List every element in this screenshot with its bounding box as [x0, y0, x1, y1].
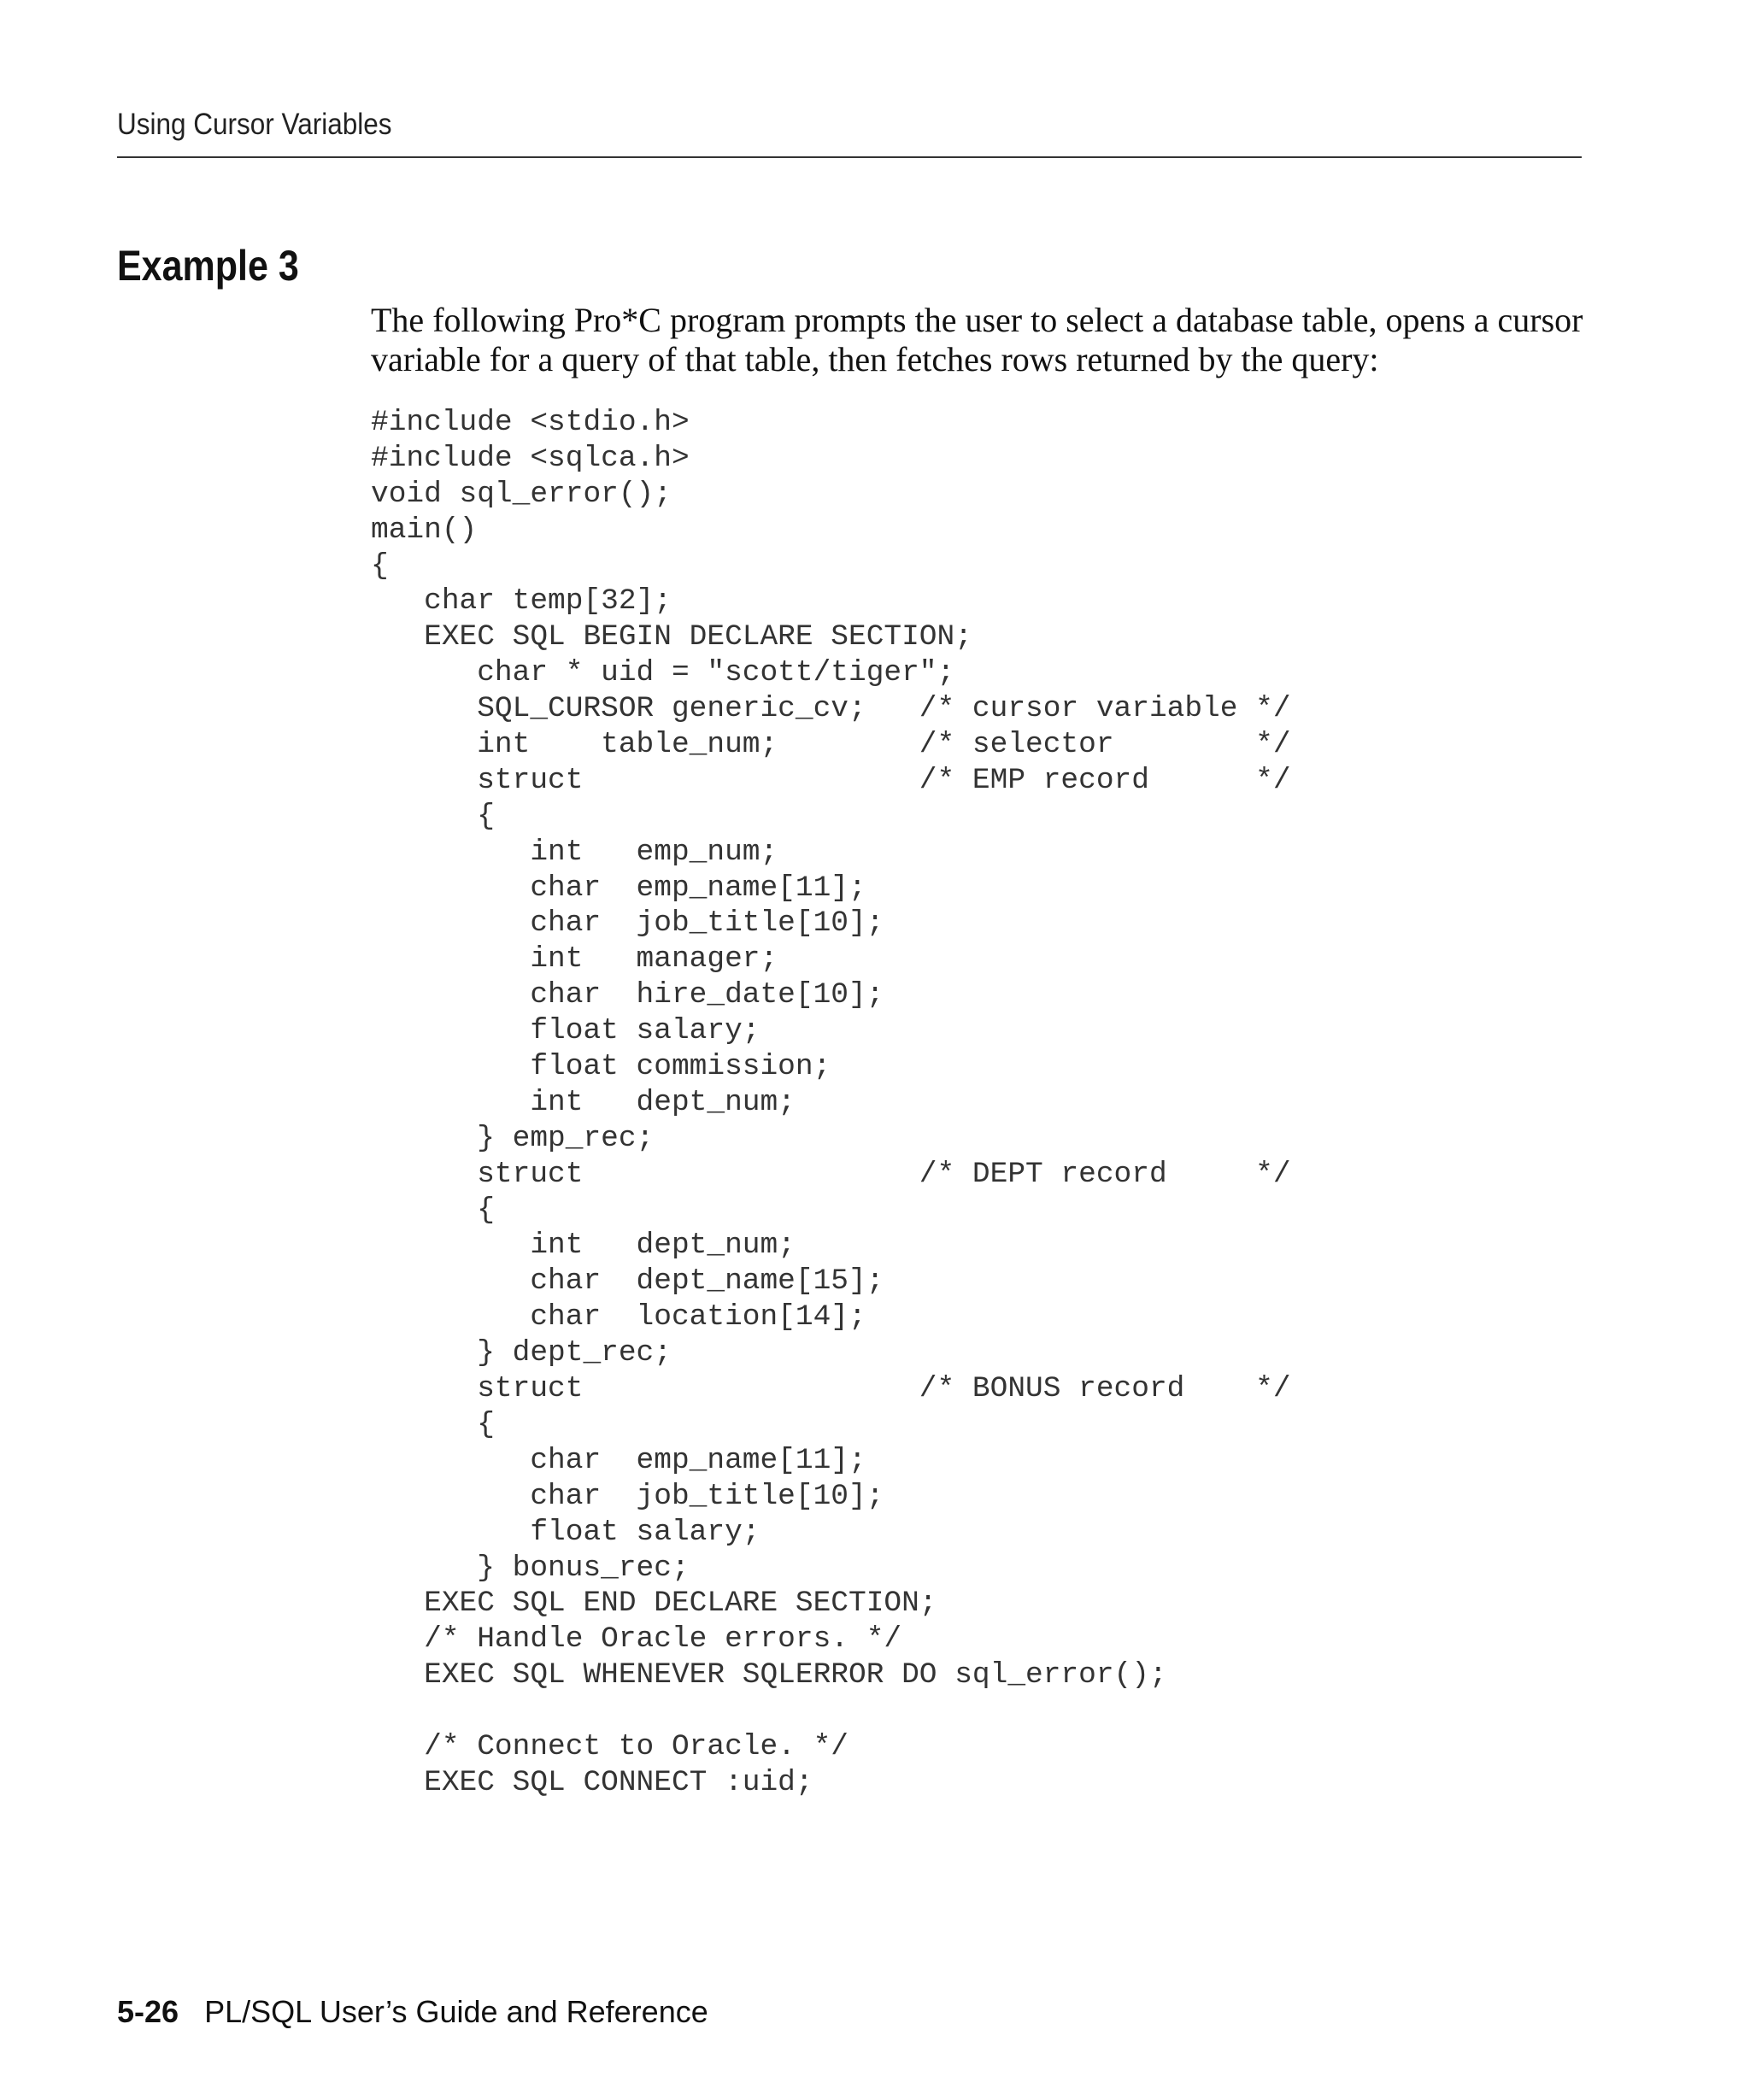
code-line: char job_title[10];	[371, 906, 884, 941]
code-line: char hire_date[10];	[371, 978, 884, 1012]
code-line: struct /* BONUS record */	[371, 1372, 1291, 1406]
code-line: /* Handle Oracle errors. */	[371, 1622, 902, 1657]
code-line	[371, 1693, 1291, 1729]
code-line: float salary;	[371, 1014, 760, 1048]
code-line: char location[14];	[371, 1300, 866, 1334]
code-line: } emp_rec;	[371, 1121, 655, 1155]
code-line: } bonus_rec;	[371, 1551, 690, 1585]
code-line: SQL_CURSOR generic_cv; /* cursor variable */	[371, 692, 1291, 726]
code-line: #include <sqlca.h>	[371, 441, 690, 475]
code-line: /* Connect to Oracle. */	[371, 1729, 849, 1763]
code-line: int manager;	[371, 942, 778, 977]
code-line: char * uid = "scott/tiger";	[371, 656, 955, 690]
code-line: EXEC SQL BEGIN DECLARE SECTION;	[371, 620, 972, 654]
code-line: int dept_num;	[371, 1229, 796, 1263]
code-line: {	[371, 799, 495, 833]
code-line: void sql_error();	[371, 477, 672, 511]
code-line: char emp_name[11];	[371, 871, 866, 905]
header-divider	[117, 156, 1582, 158]
code-line: {	[371, 1407, 495, 1441]
code-line: int table_num; /* selector */	[371, 728, 1291, 762]
running-header: Using Cursor Variables	[117, 108, 392, 141]
code-line: } dept_rec;	[371, 1336, 672, 1370]
page-footer	[117, 1994, 708, 2030]
page-number: 5-26	[117, 1994, 179, 2029]
code-line: char dept_name[15];	[371, 1264, 884, 1299]
code-line: float commission;	[371, 1050, 831, 1084]
book-title: PL/SQL User’s Guide and Reference	[204, 1994, 708, 2029]
code-line: struct /* DEPT record */	[371, 1157, 1291, 1191]
code-line: {	[371, 1193, 495, 1227]
code-line: int emp_num;	[371, 835, 778, 869]
code-line: EXEC SQL END DECLARE SECTION;	[371, 1587, 937, 1621]
code-line: {	[371, 548, 389, 583]
code-line: main()	[371, 513, 478, 547]
section-title: Example 3	[117, 242, 299, 290]
code-line: #include <stdio.h>	[371, 406, 690, 439]
code-line: float salary;	[371, 1515, 760, 1549]
code-line: int dept_num;	[371, 1085, 796, 1119]
code-block	[371, 405, 1291, 1801]
code-line: char emp_name[11];	[371, 1443, 866, 1477]
code-line: char temp[32];	[371, 584, 672, 619]
code-line: char job_title[10];	[371, 1479, 884, 1513]
intro-paragraph: The following Pro*C program prompts the user to select a database table, opens a cursor variable for a query of that table, then fetches rows returned by the query:	[371, 301, 1583, 378]
code-line: struct /* EMP record */	[371, 763, 1291, 797]
code-line: EXEC SQL WHENEVER SQLERROR DO sql_error();	[371, 1658, 1167, 1692]
code-line: EXEC SQL CONNECT :uid;	[371, 1765, 813, 1799]
